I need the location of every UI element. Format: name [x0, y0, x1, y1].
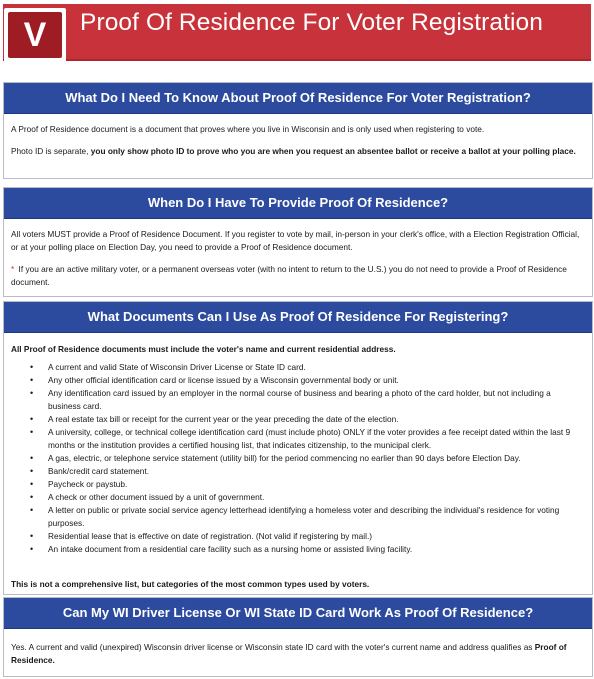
section-what-to-know — [3, 82, 593, 179]
logo — [4, 8, 66, 62]
list-item: • A university, college, or technical college identification card (must include photo) ONLY if the voter provides a fee receipt dated within the last 9 months or the institution provides a certified housing list, that indicates citizenship, to the municipal clerk. — [11, 426, 585, 452]
list-item: • Any other official identification card or license issued by a Wisconsin governmental body or unit. — [11, 374, 585, 387]
paragraph — [11, 145, 585, 158]
section-heading: What Do I Need To Know About Proof Of Residence For Voter Registration? — [4, 83, 592, 114]
list-item: • Residential lease that is effective on date of registration. (Not valid if registering by mail.) — [11, 530, 585, 543]
logo-letter: V — [8, 12, 62, 58]
list-item: • An intake document from a residential care facility such as a nursing home or assisted living facility. — [11, 543, 585, 556]
section-heading: Can My WI Driver License Or WI State ID Card Work As Proof Of Residence? — [4, 598, 592, 629]
paragraph: All voters MUST provide a Proof of Residence Document. If you register to vote by mail, in-person in your clerk's office, with a Election Registration Official, or at your polling place on Election Day, you need to provide a Proof of Residence document. — [11, 229, 580, 252]
military-note — [11, 263, 585, 289]
list-item: • A check or other document issued by a unit of government. — [11, 491, 585, 504]
paragraph-bold-text: you only show photo ID to prove who you are when you request an absentee ballot or receive a ballot at your polling place. — [90, 146, 576, 156]
page-title: Proof Of Residence For Voter Registration — [80, 9, 544, 36]
section-heading: What Documents Can I Use As Proof Of Residence For Registering? — [4, 302, 592, 333]
list-item: • Paycheck or paystub. — [11, 478, 585, 491]
paragraph: A Proof of Residence document is a document that proves where you live in Wisconsin and is only used when registering to vote. — [11, 124, 485, 134]
documents-intro: All Proof of Residence documents must include the voter's name and current residential address. — [11, 344, 396, 354]
paragraph-text: Yes. A current and valid (unexpired) Wisconsin driver license or Wisconsin state ID card with the voter's current name and address qualifies as — [11, 642, 535, 652]
list-item: • A current and valid State of Wisconsin Driver License or State ID card. — [11, 361, 585, 374]
paragraph-text: Photo ID is separate, — [11, 146, 91, 156]
section-driver-license — [3, 597, 593, 677]
list-item: • A real estate tax bill or receipt for the current year or the year preceding the date of the election. — [11, 413, 585, 426]
documents-list — [11, 361, 585, 556]
section-documents — [3, 301, 593, 595]
paragraph — [11, 641, 585, 667]
section-when-to-provide — [3, 187, 593, 297]
list-item: • Bank/credit card statement. — [11, 465, 585, 478]
asterisk-icon: * — [11, 264, 15, 274]
section-heading: When Do I Have To Provide Proof Of Residence? — [4, 188, 592, 219]
note-text: If you are an active military voter, or a permanent overseas voter (with no intent to return to the U.S.) you do not need to provide a Proof of Residence document. — [11, 264, 567, 287]
list-item: • A letter on public or private social service agency letterhead identifying a homeless voter and describing the individual's residence for voting purposes. — [11, 504, 585, 530]
documents-footer: This is not a comprehensive list, but categories of the most common types used by voters. — [11, 579, 370, 589]
paragraph-bold-text: Proof of Residence. — [11, 642, 567, 665]
list-item: • A gas, electric, or telephone service statement (utility bill) for the period commencing no earlier than 90 days before Election Day. — [11, 452, 585, 465]
list-item: • Any identification card issued by an employer in the normal course of business and bearing a photo of the card holder, but not including a business card. — [11, 387, 585, 413]
